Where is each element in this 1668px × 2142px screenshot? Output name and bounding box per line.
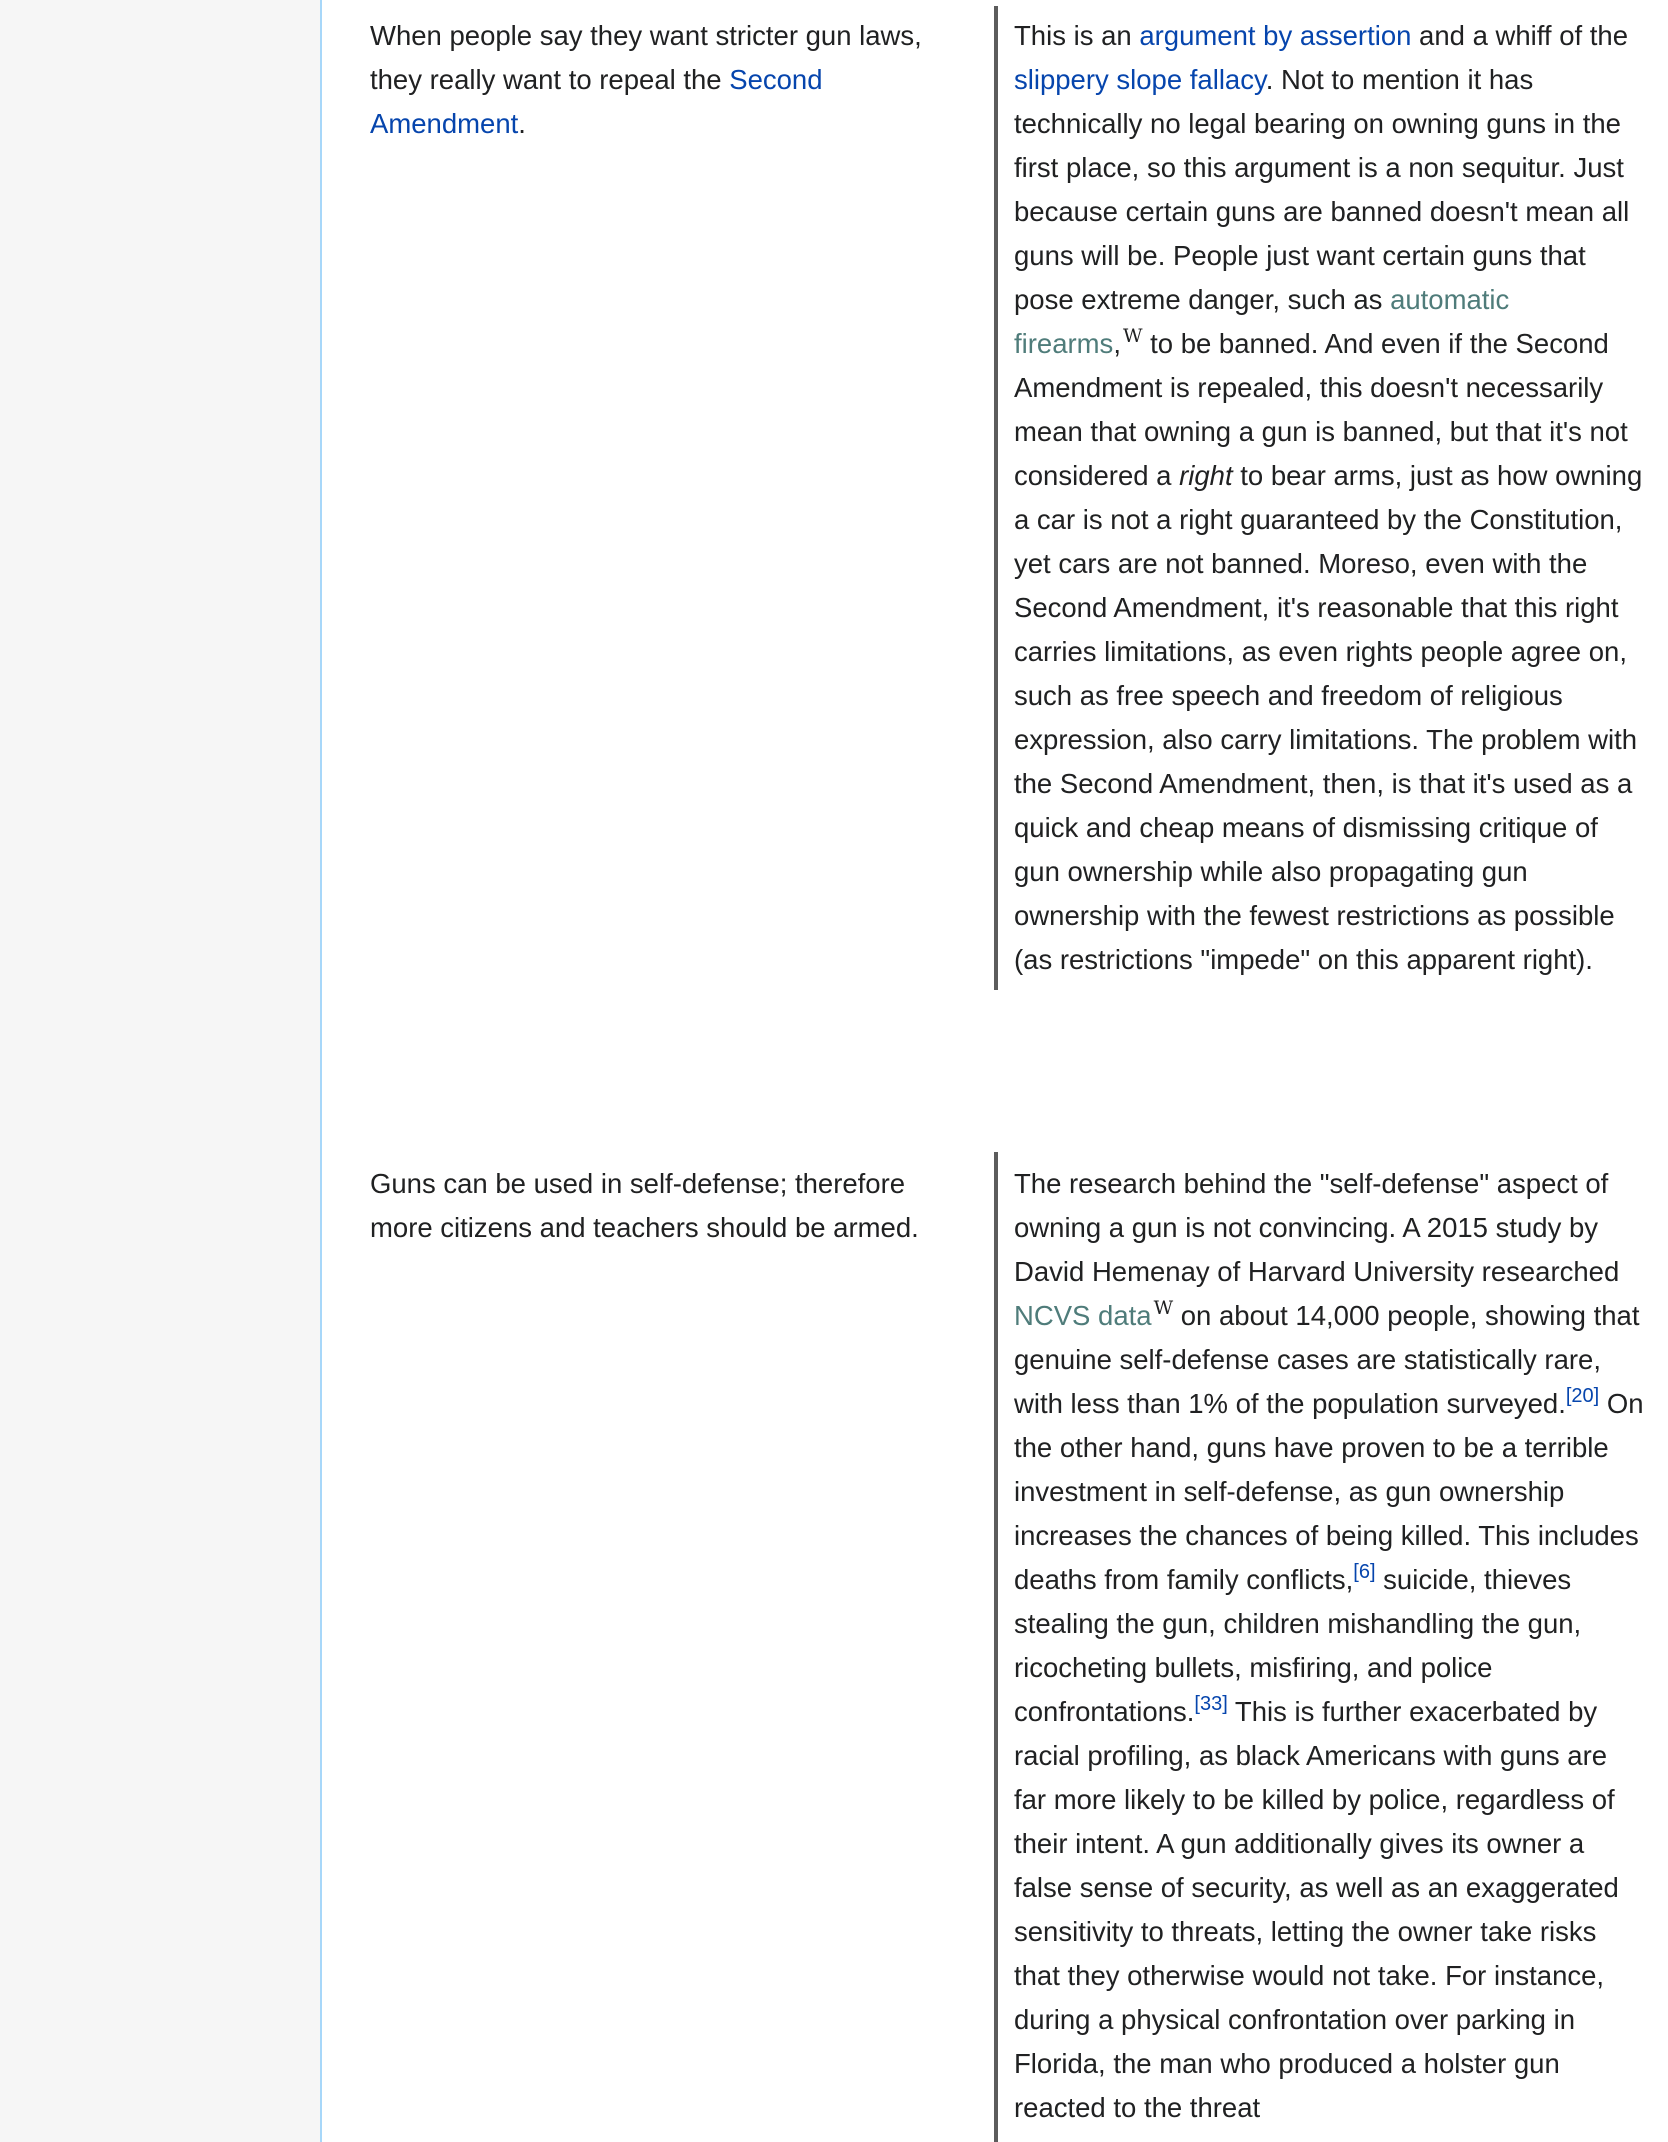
wikipedia-icon[interactable]: W (1122, 325, 1143, 347)
citation-33: [33] (1194, 1693, 1228, 1715)
citation-6: [6] (1353, 1561, 1376, 1583)
claim-text: Guns can be used in self-defense; therefore more citizens and teachers should be armed. (370, 1168, 919, 1243)
slippery-slope-fallacy-link[interactable]: slippery slope fallacy (1014, 64, 1266, 95)
citation-20: [20] (1565, 1385, 1600, 1407)
claim-text-end: . (518, 108, 526, 139)
left-sidebar (0, 0, 322, 2142)
response-text: This is an argument by assertion and a whiff of the slippery slope fallacy. Not to mention it has technically no legal bearing on owning guns in the first place, so this argument is a non sequitur. Just because certain guns are banned doesn't mean all guns will be. People just want certain guns that pose extreme danger, such as automatic firearms, $^W$ to be banned. And even if the Second Amendment is repealed, this doesn't necessarily mean that owning a gun is banned, but that it's not considered a right to bear arms, just as how owning a car is not a right guaranteed by the Constitution, yet cars are not banned. Moreso, even with the Second Amendment, it's reasonable that this right carries limitations, as even rights people agree on, such as free speech and freedom of religious expression, also carry limitations. The problem with the Second Amendment, then, is that it's used as a quick and cheap means of dismissing critique of gun ownership while also propagating gun ownership with the fewest restrictions as possible (as restrictions "impede" on this apparent right). (1014, 20, 1643, 975)
second-amendment-link[interactable]: Second Amendment (370, 64, 823, 139)
wikipedia-icon[interactable]: W (1153, 1297, 1174, 1319)
claim-text: When people say they want stricter gun laws, they really want to repeal the (370, 20, 922, 95)
ncvs-data-link[interactable]: NCVS data (1014, 1300, 1152, 1331)
automatic-firearms-link[interactable]: automatic firearms (1014, 284, 1510, 359)
claim-cell (370, 14, 950, 146)
article-content (322, 0, 1668, 2142)
response-text: The research behind the "self-defense" aspect of owning a gun is not convincing. A 2015 study by David Hemenay of Harvard University researched NCVS data $^W$ on about 14,000 people, showing that genuine self-defense cases are statistically rare, with less than 1% of the population surveyed.[20] On the other hand, guns have proven to be a terrible investment in self-defense, as gun ownership increases the chances of being killed. This includes deaths from family conflicts,[6] suicide, thieves stealing the gun, children mishandling the gun, ricocheting bullets, misfiring, and police confrontations.[33] This is further exacerbated by racial profiling, as black Americans with guns are far more likely to be killed by police, regardless of their intent. A gun additionally gives its owner a false sense of security, as well as an exaggerated sensitivity to threats, letting the owner take risks that they otherwise would not take. For instance, during a physical confrontation over parking in Florida, the man who produced a holster gun reacted to the threat (1014, 1168, 1644, 2123)
claim-cell (370, 1162, 950, 1250)
response-cell (994, 6, 1668, 990)
response-cell (994, 1152, 1668, 2142)
argument-by-assertion-link[interactable]: argument by assertion (1139, 20, 1412, 51)
